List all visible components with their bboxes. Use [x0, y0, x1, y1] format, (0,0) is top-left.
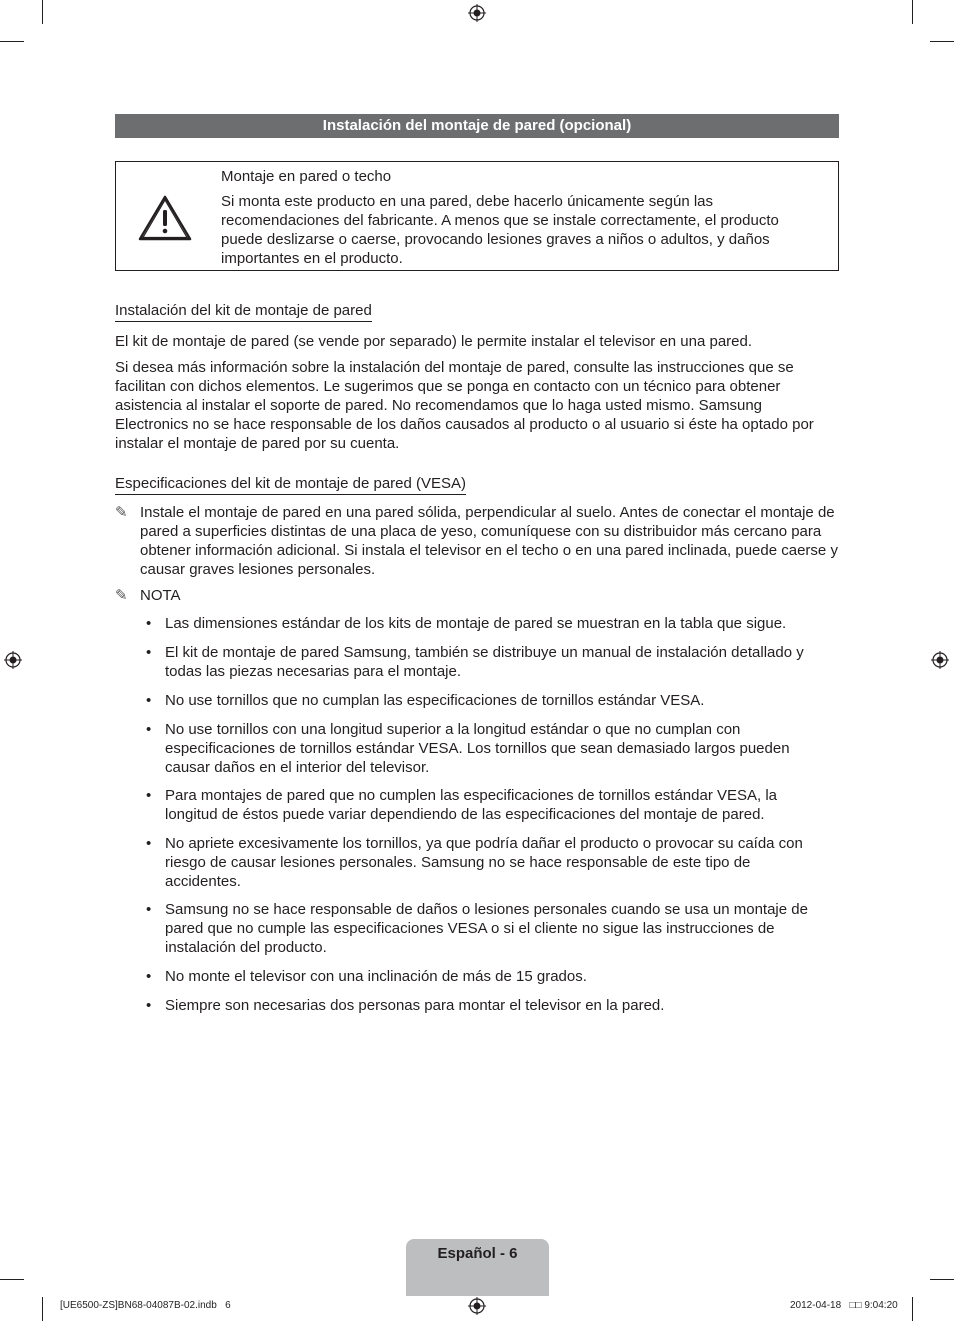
note-label: NOTA — [140, 587, 181, 604]
crop-mark — [0, 1279, 24, 1280]
crop-mark — [912, 1297, 913, 1321]
list-item: No monte el televisor con una inclinación de más de 15 grados. — [165, 968, 587, 985]
list-item: No use tornillos con una longitud superior a la longitud estándar o que no cumplan con especificaciones de tornillos estándar VESA. Los tornillos que sean demasiado largos pueden causar daños en el interior del televisor. — [165, 721, 790, 776]
warning-box — [115, 161, 839, 271]
registration-mark-icon — [931, 651, 949, 669]
registration-mark-icon — [468, 1297, 486, 1315]
registration-mark-icon — [468, 4, 486, 22]
list-item: No use tornillos que no cumplan las especificaciones de tornillos estándar VESA. — [165, 692, 705, 709]
bullet-marker: • — [146, 721, 152, 738]
crop-mark — [912, 0, 913, 24]
kit-heading: Instalación del kit de montaje de pared — [115, 301, 372, 322]
footer-timestamp: 2012-04-18 □□ 9:04:20 — [790, 1300, 898, 1311]
section-title: Instalación del montaje de pared (opcional) — [115, 114, 839, 138]
bullet-marker: • — [146, 997, 152, 1014]
kit-paragraph: El kit de montaje de pared (se vende por separado) le permite instalar el televisor en una pared. — [115, 333, 753, 350]
crop-mark — [930, 1279, 954, 1280]
warning-text: Si monta este producto en una pared, debe hacerlo únicamente según las recomendaciones del fabricante. A menos que se instale correctamente, el producto puede deslizarse o caerse, provocando lesiones graves a niños o adultos, y daños importantes en el producto. — [221, 193, 779, 267]
list-item: Para montajes de pared que no cumplen las especificaciones de tornillos estándar VESA, la longitud de éstos puede variar dependiendo de las especificaciones del montaje de pared. — [165, 787, 778, 823]
pencil-note-icon: ✎ — [115, 504, 128, 521]
crop-mark — [930, 41, 954, 42]
page-number: Español - 6 — [406, 1239, 549, 1296]
bullet-marker: • — [146, 901, 152, 918]
vesa-heading: Especificaciones del kit de montaje de pared (VESA) — [115, 474, 466, 495]
footer-file: [UE6500-ZS]BN68-04087B-02.indb 6 — [60, 1300, 231, 1311]
kit-paragraph: Si desea más información sobre la instalación del montaje de pared, consulte las instrucciones que se facilitan con dichos elementos. Le sugerimos que se ponga en contacto con un técnico para obtener asistencia al instalar el soporte de pared. No recomendamos que lo haga usted mismo. Samsung Electronics no se hace responsable de los daños causados al producto o al usuario si éste ha optado por instalar el montaje de pared por su cuenta. — [115, 359, 814, 452]
bullet-marker: • — [146, 692, 152, 709]
list-item: Las dimensiones estándar de los kits de montaje de pared se muestran en la tabla que sigue. — [165, 615, 787, 632]
list-item: No apriete excesivamente los tornillos, ya que podría dañar el producto o provocar su caída con riesgo de causar lesiones personales. Samsung no se hace responsable de este tipo de accidentes. — [165, 835, 803, 890]
list-item: Siempre son necesarias dos personas para montar el televisor en la pared. — [165, 997, 665, 1014]
bullet-marker: • — [146, 615, 152, 632]
warning-title: Montaje en pared o techo — [221, 168, 392, 185]
crop-mark — [42, 1297, 43, 1321]
note-text: Instale el montaje de pared en una pared sólida, perpendicular al suelo. Antes de conectar el montaje de pared a superficies distintas de una placa de yeso, comuníquese con su distribuidor más cercano para obtener información adicional. Si instala el televisor en el techo o en una pared inclinada, puede caerse y causar graves lesiones personales. — [140, 504, 838, 578]
registration-mark-icon — [4, 651, 22, 669]
bullet-marker: • — [146, 787, 152, 804]
bullet-marker: • — [146, 644, 152, 661]
list-item: El kit de montaje de pared Samsung, también se distribuye un manual de instalación detallado y todas las piezas necesarias para el montaje. — [165, 644, 804, 680]
bullet-marker: • — [146, 968, 152, 985]
crop-mark — [42, 0, 43, 24]
pencil-note-icon: ✎ — [115, 587, 128, 604]
bullet-marker: • — [146, 835, 152, 852]
list-item: Samsung no se hace responsable de daños o lesiones personales cuando se usa un montaje de pared que no cumple las especificaciones VESA o si el cliente no sigue las instrucciones de instalación del producto. — [165, 901, 808, 956]
crop-mark — [0, 41, 24, 42]
warning-triangle-icon — [138, 194, 192, 242]
